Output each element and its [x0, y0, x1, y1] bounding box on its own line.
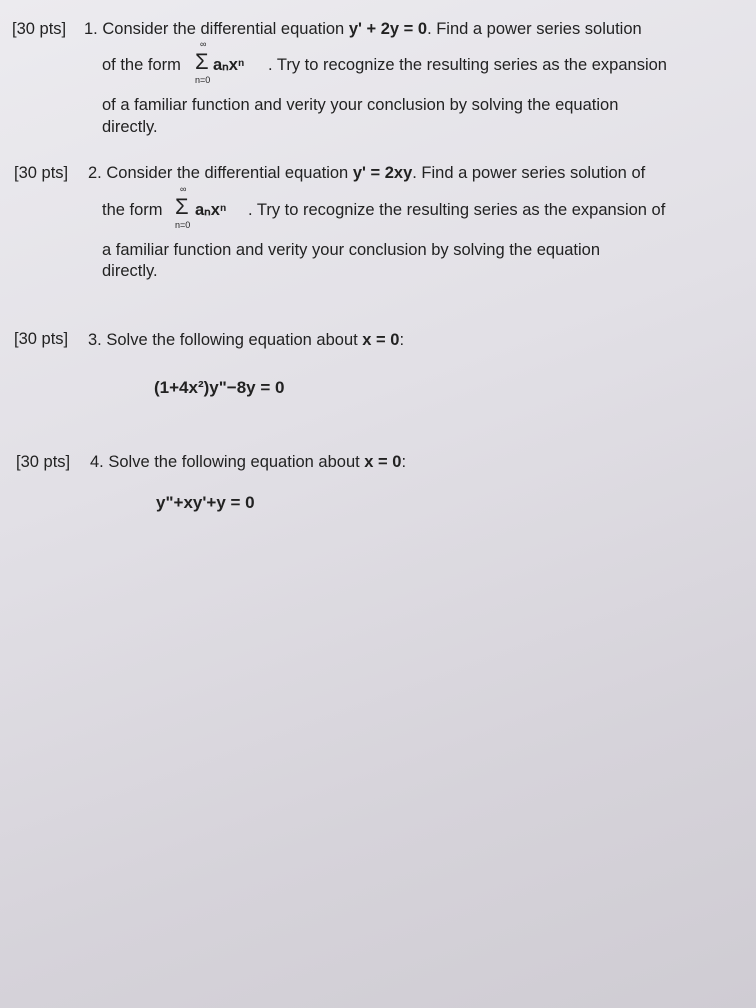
points: [30 pts] [16, 453, 71, 471]
text: of the form [102, 56, 181, 74]
points: [30 pts] [14, 164, 69, 182]
sum-lower: n=0 [195, 75, 211, 85]
number: 3. [88, 331, 102, 349]
points: [30 pts] [12, 20, 67, 38]
text: Consider the differential equation [106, 164, 353, 182]
line [84, 20, 642, 39]
equation: y' + 2y = 0 [348, 20, 428, 38]
text: a familiar function and verity your conclusion by solving the equation [102, 241, 601, 259]
text: . Find a power series solution of [412, 164, 646, 182]
text: the form [102, 201, 163, 219]
text: : [401, 453, 407, 471]
equation-display: (1+4x²)y"−8y = 0 [154, 378, 285, 397]
series-term: aₙxⁿ [213, 56, 245, 74]
text: Consider the differential equation [102, 20, 349, 38]
text: Solve the following equation about [106, 331, 363, 349]
number: 1. [84, 20, 98, 38]
text: directly. [102, 118, 158, 136]
sigma: Σ [175, 194, 189, 219]
sum-upper: ∞ [180, 184, 187, 194]
sum-lower: n=0 [175, 220, 191, 230]
text: of a familiar function and verity your conclusion by solving the equation [102, 96, 619, 114]
line [88, 331, 404, 350]
text: Solve the following equation about [108, 453, 365, 471]
equation: x = 0 [364, 453, 402, 471]
series-term: aₙxⁿ [195, 201, 227, 219]
points: [30 pts] [14, 330, 69, 348]
line [88, 164, 645, 183]
text: directly. [102, 262, 158, 280]
line [90, 453, 406, 472]
equation-display: y"+xy'+y = 0 [156, 493, 255, 512]
sigma: Σ [195, 49, 209, 74]
text: : [399, 331, 405, 349]
text: . Find a power series solution [427, 20, 642, 38]
equation: y' = 2xy [352, 164, 413, 182]
sum-upper: ∞ [200, 39, 207, 49]
number: 4. [90, 453, 104, 471]
text: . Try to recognize the resulting series as the expansion of [248, 201, 666, 219]
equation: x = 0 [362, 331, 400, 349]
text: . Try to recognize the resulting series as the expansion [268, 56, 667, 74]
number: 2. [88, 164, 102, 182]
